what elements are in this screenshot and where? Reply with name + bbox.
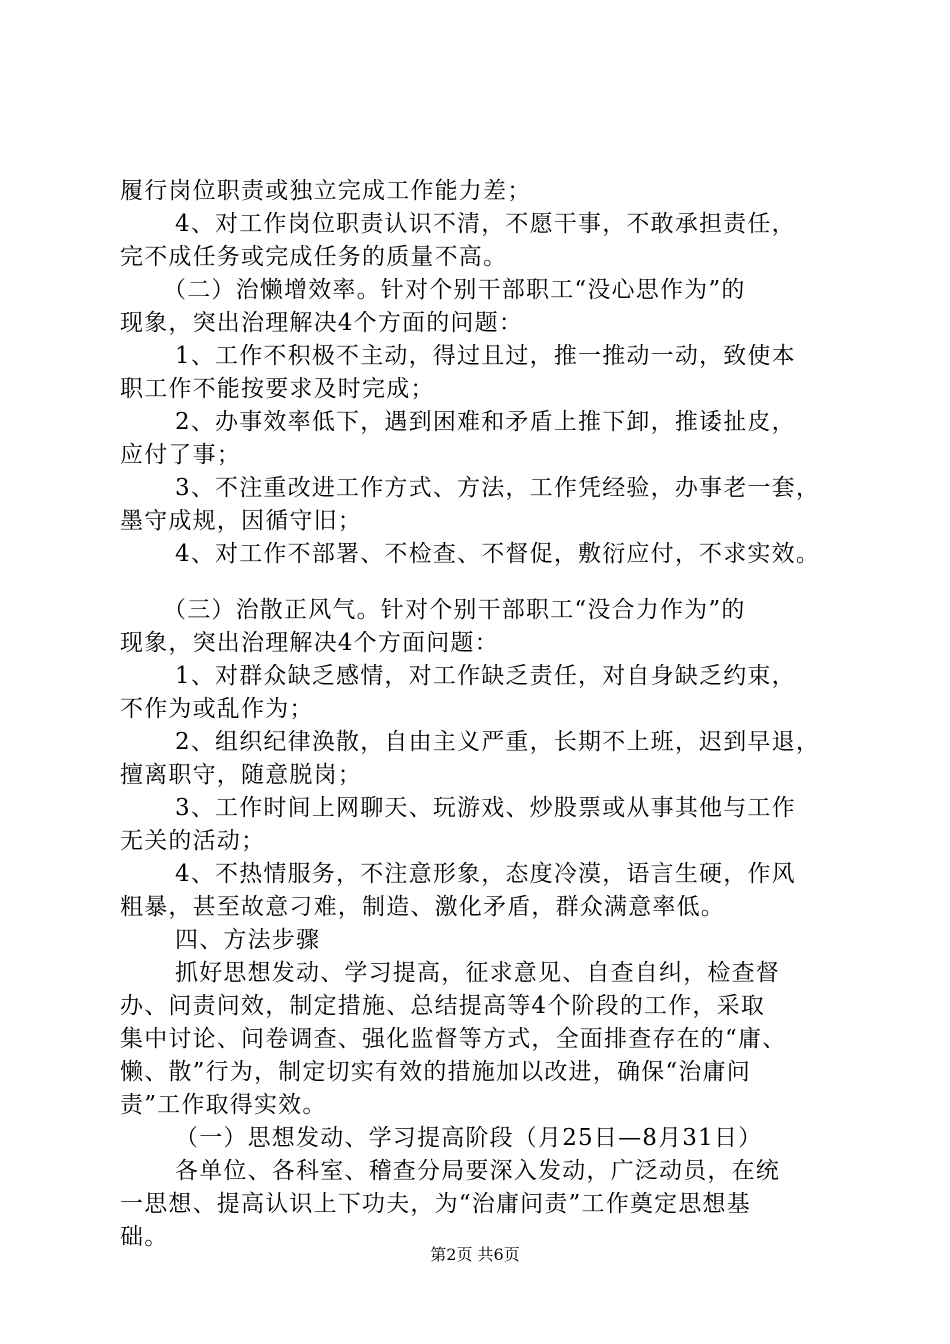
body-line-9: 应付了事； xyxy=(120,442,241,468)
body-line-18: 擅离职守，随意脱岗； xyxy=(120,762,362,788)
body-line-3: 完不成任务或完成任务的质量不高。 xyxy=(120,244,508,270)
body-line-20: 无关的活动； xyxy=(120,828,266,854)
body-line-25: 办、问责问效，制定措施、总结提高等4个阶段的工作，采取 xyxy=(120,993,766,1019)
page-number-footer: 第2页 共6页 xyxy=(430,1245,520,1264)
body-line-14: 现象，突出治理解决4个方面问题： xyxy=(120,630,499,656)
section-heading-2: （二）治懒增效率。针对个别干部职工“没心思作为”的 xyxy=(163,277,746,303)
body-line-16: 不作为或乱作为； xyxy=(120,696,314,722)
body-line-8: 2、办事效率低下，遇到困难和矛盾上推下卸，推诿扯皮， xyxy=(175,409,796,435)
body-line-28: 责”工作取得实效。 xyxy=(120,1092,327,1118)
body-line-22: 粗暴，甚至故意刁难，制造、激化矛盾，群众满意率低。 xyxy=(120,894,725,920)
body-line-1: 履行岗位职责或独立完成工作能力差； xyxy=(120,178,532,204)
body-line-19: 3、工作时间上网聊天、玩游戏、炒股票或从事其他与工作 xyxy=(175,795,796,821)
body-line-2: 4、对工作岗位职责认识不清，不愿干事，不敢承担责任， xyxy=(175,211,796,237)
body-line-6: 1、工作不积极不主动，得过且过，推一推动一动，致使本 xyxy=(175,343,796,369)
body-line-27: 懒、散”行为，制定切实有效的措施加以改进，确保“治庸问 xyxy=(120,1059,751,1085)
subsection-heading-1: （一）思想发动、学习提高阶段（月25日—8月31日） xyxy=(175,1125,763,1151)
body-line-26: 集中讨论、问卷调查、强化监督等方式，全面排查存在的“庸、 xyxy=(120,1026,787,1052)
body-line-30: 各单位、各科室、稽查分局要深入发动，广泛动员，在统 xyxy=(175,1158,780,1184)
section-heading-4: 四、方法步骤 xyxy=(175,927,321,953)
body-line-11: 墨守成规，因循守旧； xyxy=(120,508,362,534)
body-line-5: 现象，突出治理解决4个方面的问题： xyxy=(120,310,524,336)
body-line-12: 4、对工作不部署、不检查、不督促，敷衍应付，不求实效。 xyxy=(175,541,821,567)
body-line-7: 职工作不能按要求及时完成； xyxy=(120,376,435,402)
body-line-24: 抓好思想发动、学习提高，征求意见、自查自纠，检查督 xyxy=(175,960,780,986)
body-line-15: 1、对群众缺乏感情，对工作缺乏责任，对自身缺乏约束， xyxy=(175,663,796,689)
body-line-10: 3、不注重改进工作方式、方法，工作凭经验，办事老一套， xyxy=(175,475,821,501)
body-line-17: 2、组织纪律涣散，自由主义严重，长期不上班，迟到早退， xyxy=(175,729,821,755)
section-heading-3: （三）治散正风气。针对个别干部职工“没合力作为”的 xyxy=(163,597,746,623)
body-line-21: 4、不热情服务，不注意形象，态度冷漠，语言生硬，作风 xyxy=(175,861,796,887)
body-line-32: 础。 xyxy=(120,1224,169,1250)
body-line-31: 一思想、提高认识上下功夫，为“治庸问责”工作奠定思想基 xyxy=(120,1191,751,1217)
